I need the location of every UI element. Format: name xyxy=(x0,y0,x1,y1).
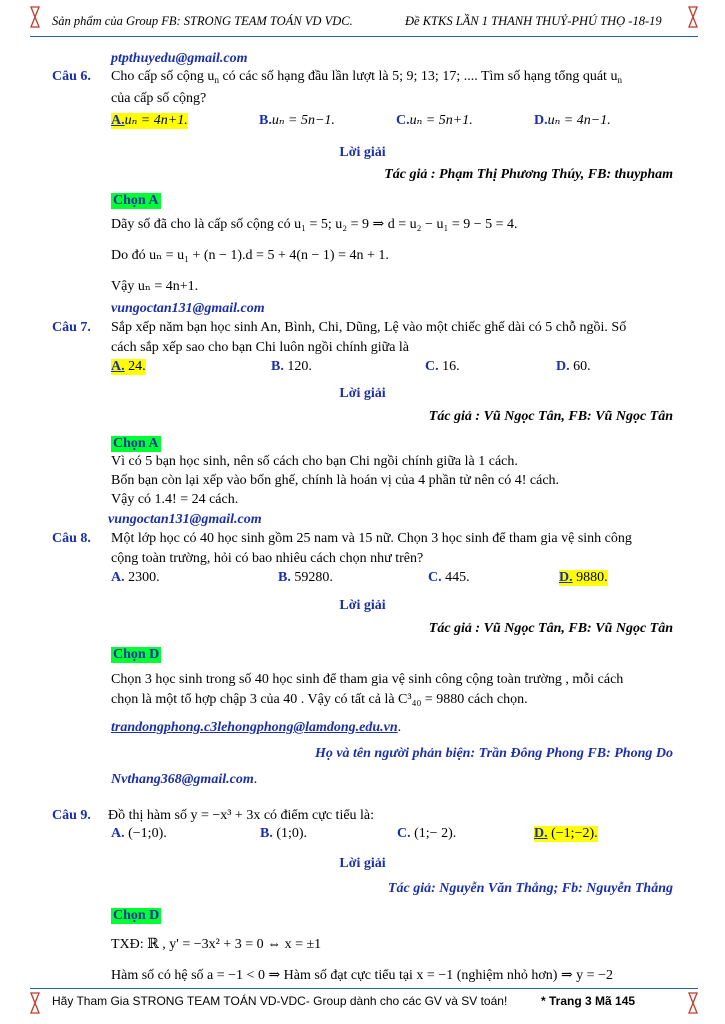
q6-label: Câu 6. xyxy=(52,69,91,84)
q8-label: Câu 8. xyxy=(52,531,91,546)
q8-option-a: A. 2300. xyxy=(111,570,160,585)
q8-solution-1: Chọn 3 học sinh trong số 40 học sinh để tham gia vệ sinh công cộng toàn trường , mỗi cách xyxy=(111,672,624,687)
q7-solution-title: Lời giải xyxy=(339,386,386,401)
q9-solution-title: Lời giải xyxy=(339,856,386,871)
q7-option-d: D. 60. xyxy=(556,359,591,374)
page-header xyxy=(0,0,725,36)
q7-chosen: Chọn A xyxy=(113,436,159,451)
q8-author: Tác giả : Vũ Ngọc Tân, FB: Vũ Ngọc Tân xyxy=(428,621,673,636)
footer-divider xyxy=(30,988,698,989)
q8-email: vungoctan131@gmail.com xyxy=(108,512,262,527)
q7-option-b: B. 120. xyxy=(271,359,312,374)
hourglass-icon xyxy=(30,992,40,1014)
q6-chosen: Chọn A xyxy=(113,193,159,208)
q6-option-b: B.uₙ = 5n−1. xyxy=(259,113,335,128)
q9-label: Câu 9. xyxy=(52,808,91,823)
q9-solution-2: Hàm số có hệ số a = −1 < 0 ⇒ Hàm số đạt cực tiểu tại x = −1 (nghiệm nhỏ hơn) ⇒ y = −2 xyxy=(111,968,613,983)
footer-right: * Trang 3 Mã 145 xyxy=(541,994,636,1008)
q8-solution-title: Lời giải xyxy=(339,598,386,613)
q6-option-a: A.uₙ = 4n+1. xyxy=(111,113,188,128)
q7-option-c: C. 16. xyxy=(425,359,460,374)
q7-option-a: A. 24. xyxy=(111,359,146,374)
q9-chosen: Chọn D xyxy=(113,908,160,923)
q6-stem-2: của cấp số cộng? xyxy=(111,91,207,106)
q8-option-c: C. 445. xyxy=(428,570,470,585)
q6-solution-1: Dãy số đã cho là cấp số cộng có u₁ = 5; u₂ = 9 ⇒ d = u₂ − u₁ = 9 − 5 = 4. xyxy=(111,217,518,232)
q8-option-d: D. 9880. xyxy=(559,570,608,585)
q7-email: vungoctan131@gmail.com xyxy=(111,301,265,316)
q7-author: Tác giả : Vũ Ngọc Tân, FB: Vũ Ngọc Tân xyxy=(428,409,673,424)
q8-stem-2: cộng toàn trường, hỏi có bao nhiêu cách chọn như trên? xyxy=(111,551,424,566)
hourglass-icon xyxy=(688,6,698,28)
q9-email: Nvthang368@gmail.com. xyxy=(111,772,258,787)
q9-option-b: B. (1;0). xyxy=(260,826,308,841)
header-left: Sản phẩm của Group FB: STRONG TEAM TOÁN VD VDC. xyxy=(52,14,353,28)
q9-author: Tác giả: Nguyễn Văn Thắng; Fb: Nguyễn Thắng xyxy=(387,881,673,896)
q8-stem-1: Một lớp học có 40 học sinh gồm 25 nam và 15 nữ. Chọn 3 học sinh để tham gia vệ sinh công xyxy=(111,531,632,546)
q7-stem-1: Sắp xếp năm bạn học sinh An, Bình, Chi, Dũng, Lệ vào một chiếc ghế dài có 5 chỗ ngồi. Số xyxy=(111,320,627,335)
q6-solution-3: Vậy uₙ = 4n+1. xyxy=(111,279,199,294)
q6-option-d: D.uₙ = 4n−1. xyxy=(534,113,611,128)
q6-email: ptpthuyedu@gmail.com xyxy=(111,51,248,66)
hourglass-icon xyxy=(30,6,40,28)
q7-stem-2: cách sắp xếp sao cho bạn Chi luôn ngồi chính giữa là xyxy=(111,340,410,355)
header-right: Đề KTKS LẦN 1 THANH THUỶ-PHÚ THỌ -18-19 xyxy=(405,14,662,28)
q8-option-b: B. 59280. xyxy=(278,570,333,585)
q8-solution-2: chọn là một tổ hợp chập 3 của 40 . Vậy có tất cả là C³₄₀ = 9880 cách chọn. xyxy=(111,692,528,707)
q7-label: Câu 7. xyxy=(52,320,91,335)
q9-stem: Đồ thị hàm số y = −x³ + 3x có điểm cực tiểu là: xyxy=(108,808,375,823)
q8-reviewer-email[interactable]: trandongphong.c3lehongphong@lamdong.edu.vn. xyxy=(111,720,402,735)
q6-solution-title: Lời giải xyxy=(339,145,386,160)
q9-option-d: D. (−1;−2). xyxy=(534,826,598,841)
q9-option-c: C. (1;− 2). xyxy=(397,826,457,841)
hourglass-icon xyxy=(688,992,698,1014)
header-divider xyxy=(30,36,698,37)
q6-stem-1: Cho cấp số cộng $u_n$ có các số hạng đầu lần lượt là 5; 9; 13; 17; .... Tìm số hạng tổng quát $u_n$ xyxy=(111,69,622,85)
footer-left: Hãy Tham Gia STRONG TEAM TOÁN VD-VDC- Group dành cho các GV và SV toán! xyxy=(52,994,508,1008)
q6-solution-2: Do đó uₙ = u₁ + (n − 1).d = 5 + 4(n − 1) = 4n + 1. xyxy=(111,248,389,263)
q8-chosen: Chọn D xyxy=(113,647,160,662)
q8-reviewer: Họ và tên người phản biện: Trần Đông Phong FB: Phong Do xyxy=(314,746,673,761)
page-footer xyxy=(0,990,725,1020)
q9-solution-1: TXĐ: ℝ , y' = −3x² + 3 = 0 ⇔ x = ±1 xyxy=(111,937,322,952)
q6-option-c: C.uₙ = 5n+1. xyxy=(396,113,473,128)
q7-solution-2: Bốn bạn còn lại xếp vào bốn ghế, chính là hoán vị của 4 phần tử nên có 4! cách. xyxy=(111,473,560,488)
q6-author: Tác giả : Phạm Thị Phương Thúy, FB: thuypham xyxy=(384,167,673,182)
q7-solution-1: Vì có 5 bạn học sinh, nên số cách cho bạn Chi ngồi chính giữa là 1 cách. xyxy=(111,454,518,469)
q9-option-a: A. (−1;0). xyxy=(111,826,167,841)
q7-solution-3: Vậy có 1.4! = 24 cách. xyxy=(111,492,239,507)
